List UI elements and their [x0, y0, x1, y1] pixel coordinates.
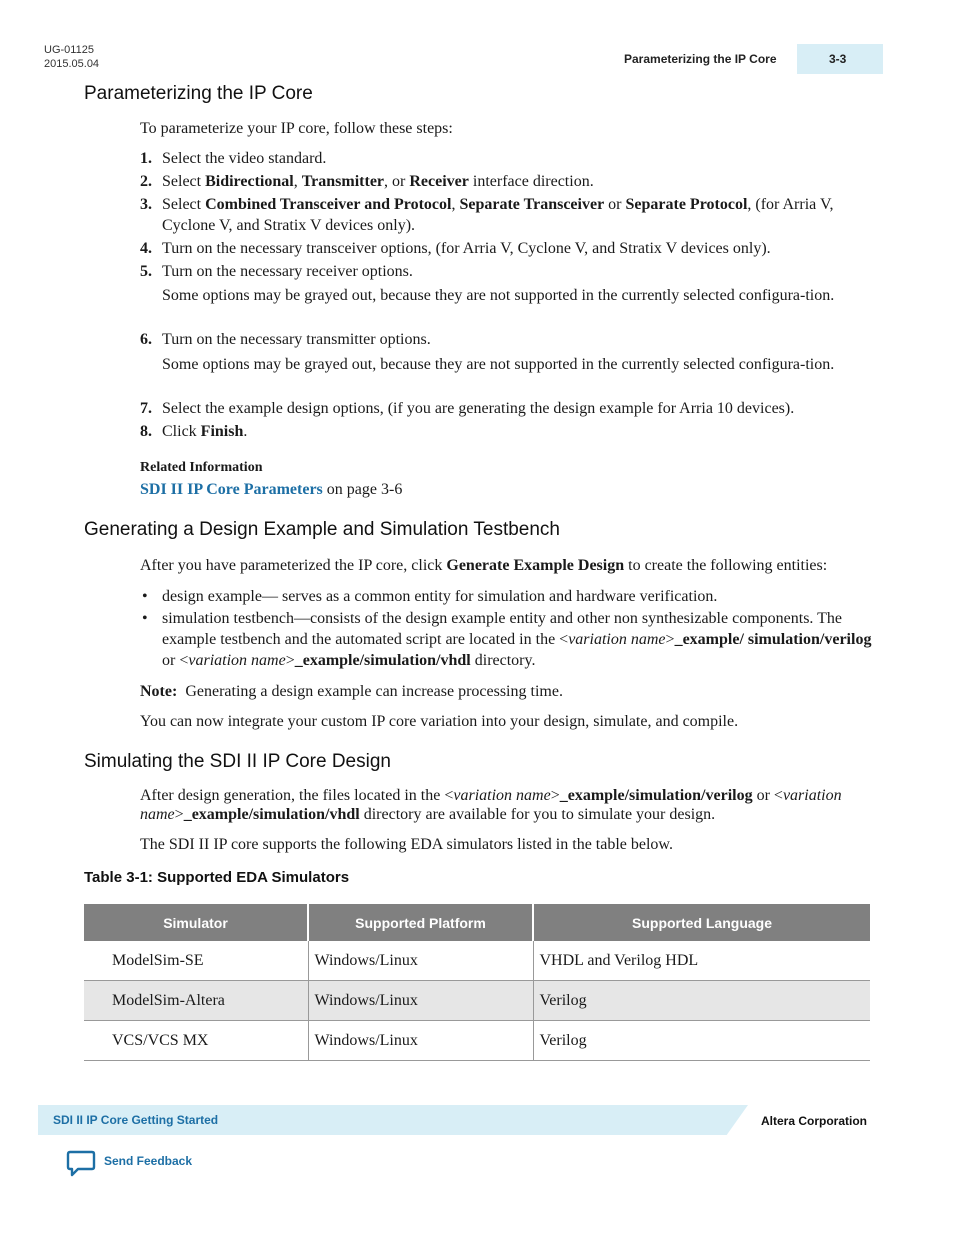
cell-platform: Windows/Linux — [308, 981, 533, 1021]
step-number: 5. — [140, 263, 152, 280]
section2-closing: You can now integrate your custom IP core variation into your design, simulate, and compile. — [140, 713, 739, 730]
related-info-page: on page 3-6 — [322, 481, 403, 498]
step-6-note: Some options may be grayed out, because they are not supported in the currently selected configura-tion. — [162, 356, 835, 373]
table-row — [84, 1021, 870, 1061]
section-heading-generating: Generating a Design Example and Simulation Testbench — [84, 519, 560, 540]
bullet-text: simulation testbench—consists of the design example entity and other non synthesizable components. The example testbench and the automated script are located in the <variation name>_example/ simulation/verilog or <variation name>_example/simulation/vhdl directory. — [162, 610, 872, 669]
related-info-link[interactable]: SDI II IP Core Parameters — [140, 481, 323, 498]
table-row — [84, 941, 870, 981]
step-number: 1. — [140, 150, 152, 167]
section2-intro: After you have parameterized the IP core, click Generate Example Design to create the following entities: — [140, 557, 828, 574]
step-text: Turn on the necessary transceiver options, (for Arria V, Cyclone V, and Stratix V devices only). — [162, 240, 771, 257]
step-number: 6. — [140, 331, 152, 348]
doc-date: 2015.05.04 — [44, 58, 100, 70]
cell-platform: Windows/Linux — [308, 941, 533, 981]
col-header-platform: Supported Platform — [308, 904, 533, 941]
step-5-note: Some options may be grayed out, because they are not supported in the currently selected configura-tion. — [162, 287, 835, 304]
cell-simulator: VCS/VCS MX — [84, 1021, 308, 1061]
section3-para1: After design generation, the files located in the <variation name>_example/simulation/verilog or <variation name>_example/simulation/vhdl directory are available for you to simulate your design. — [140, 787, 842, 823]
note-line — [140, 681, 875, 702]
cell-language: Verilog — [533, 981, 870, 1021]
doc-id: UG-01125 — [44, 44, 94, 56]
bullet-dot: • — [142, 588, 148, 605]
step-text: Select Combined Transceiver and Protocol, Separate Transceiver or Separate Protocol, (for Arria V, Cyclone V, and Stratix V devices only). — [162, 196, 834, 234]
note-label: Note: — [140, 683, 178, 700]
cell-language: Verilog — [533, 1021, 870, 1061]
related-info-line — [140, 479, 875, 500]
step-number: 2. — [140, 173, 152, 190]
simulators-table — [84, 904, 870, 1061]
feedback-bubble-icon[interactable] — [66, 1150, 96, 1178]
cell-platform: Windows/Linux — [308, 1021, 533, 1061]
cell-language: VHDL and Verilog HDL — [533, 941, 870, 981]
step-text: Select the video standard. — [162, 150, 327, 167]
bullet-text: design example— serves as a common entity for simulation and hardware verification. — [162, 588, 718, 605]
step-text: Click Finish. — [162, 423, 248, 440]
col-header-simulator: Simulator — [84, 904, 308, 941]
section-heading-simulating: Simulating the SDI II IP Core Design — [84, 751, 391, 772]
doc-id-block — [44, 43, 99, 71]
section-heading-parameterizing: Parameterizing the IP Core — [84, 83, 313, 104]
step-text: Select the example design options, (if you are generating the design example for Arria 10 devices). — [162, 400, 795, 417]
table-caption: Table 3-1: Supported EDA Simulators — [84, 869, 350, 886]
step-text: Turn on the necessary receiver options. — [162, 263, 413, 280]
note-text: Generating a design example can increase processing time. — [185, 683, 563, 700]
related-info-label: Related Information — [140, 460, 263, 475]
table-header-row — [84, 904, 870, 941]
step-number: 4. — [140, 240, 152, 257]
cell-simulator: ModelSim-Altera — [84, 981, 308, 1021]
step-text: Turn on the necessary transmitter options. — [162, 331, 431, 348]
bullet-dot: • — [142, 610, 148, 627]
footer-company: Altera Corporation — [761, 1114, 868, 1128]
cell-simulator: ModelSim-SE — [84, 941, 308, 981]
section1-intro: To parameterize your IP core, follow these steps: — [140, 120, 453, 137]
step-number: 3. — [140, 196, 152, 213]
send-feedback-link[interactable]: Send Feedback — [104, 1154, 193, 1168]
step-text: Select Bidirectional, Transmitter, or Receiver interface direction. — [162, 173, 594, 190]
running-title: Parameterizing the IP Core — [624, 52, 777, 66]
footer-doc-title[interactable]: SDI II IP Core Getting Started — [53, 1113, 219, 1127]
col-header-language: Supported Language — [533, 904, 870, 941]
step-number: 8. — [140, 423, 152, 440]
page-number: 3-3 — [797, 44, 883, 74]
step-number: 7. — [140, 400, 152, 417]
section3-para2: The SDI II IP core supports the following EDA simulators listed in the table below. — [140, 836, 673, 853]
table-row — [84, 981, 870, 1021]
